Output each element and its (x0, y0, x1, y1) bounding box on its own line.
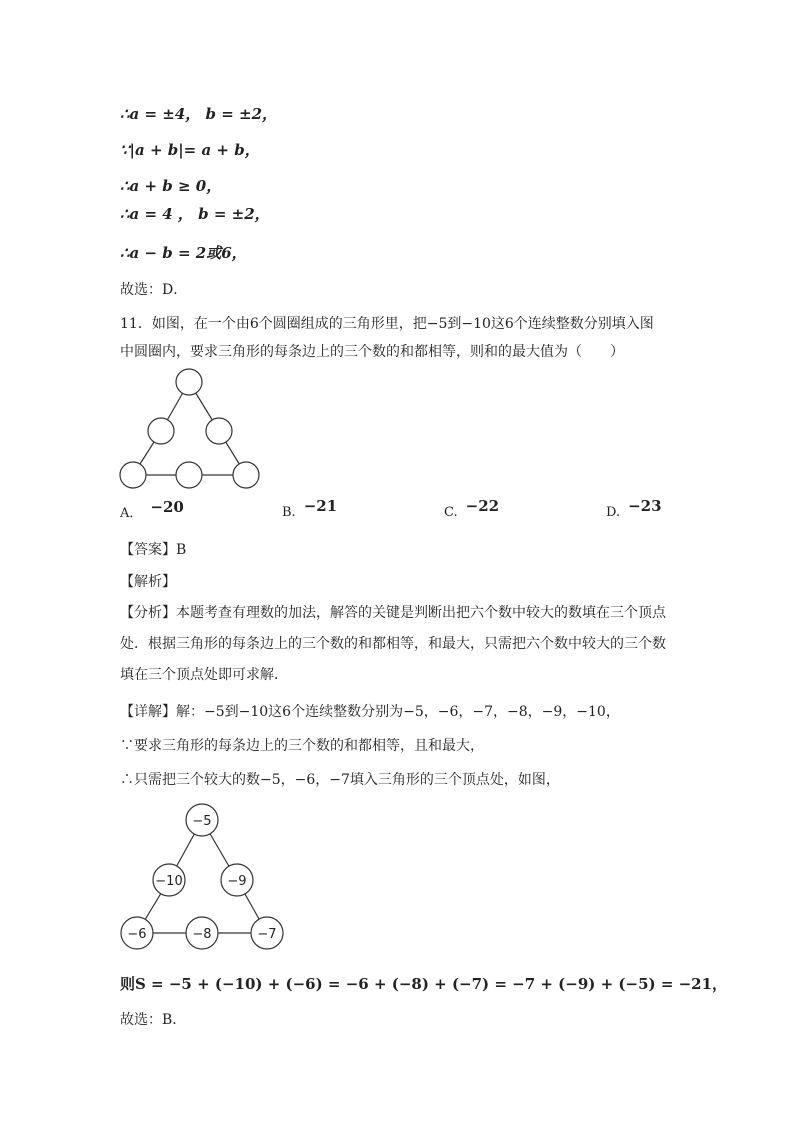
circle-right-mid (206, 418, 232, 444)
filled-triangle-diagram (112, 800, 292, 960)
option-c: C. −22 (444, 497, 500, 520)
analysis-line-2: 处．根据三角形的每条边上的三个数的和都相等，和最大，只需把六个数中较大的三个数 (120, 636, 666, 652)
solution-line-5: ∴a − b = 2或6， (120, 244, 247, 262)
circle-bottom-right (233, 462, 259, 488)
label-bottom-mid: −8 (192, 927, 212, 942)
question-11-line-2: 中圆圈内，要求三角形的每条边上的三个数的和都相等，则和的最大值为（ ） (120, 344, 624, 360)
detail-line-1: 【详解】解：−5到−10这6个连续整数分别为−5，−6，−7，−8，−9，−10， (120, 704, 620, 720)
circle-left-mid (148, 418, 174, 444)
label-top: −5 (192, 814, 212, 829)
analysis-line-3: 填在三个顶点处即可求解． (120, 667, 288, 683)
solution-choice: 故选：D． (120, 282, 188, 298)
question-11-line-1: 11．如图，在一个由6个圆圈组成的三角形里，把−5到−10这6个连续整数分别填入图 (120, 316, 654, 332)
solution-line-1: ∴a = ±4， b = ±2， (120, 105, 278, 123)
solution-line-3: ∴a + b ≥ 0， (120, 177, 222, 195)
circle-bottom-left (120, 462, 146, 488)
empty-triangle-diagram (116, 366, 266, 491)
option-d: D. −23 (606, 497, 662, 520)
equation-line: 则S = −5 + (−10) + (−6) = −6 + (−8) + (−7) = −7 + (−9) + (−5) = −21， (120, 975, 728, 993)
circle-bottom-mid (176, 462, 202, 488)
analysis-heading: 【解析】 (120, 574, 176, 590)
analysis-line-1: 【分析】本题考查有理数的加法，解答的关键是判断出把六个数中较大的数填在三个顶点 (120, 605, 666, 621)
circle-top (176, 369, 202, 395)
label-bottom-right: −7 (257, 927, 277, 942)
option-b: B. −21 (282, 497, 338, 520)
label-left-mid: −10 (155, 874, 183, 889)
detail-line-3: ∴只需把三个较大的数−5，−6，−7填入三角形的三个顶点处，如图， (120, 772, 560, 788)
solution-line-2: ∵|a + b|= a + b， (120, 141, 260, 159)
label-right-mid: −9 (227, 874, 247, 889)
option-a: A． −20 (120, 498, 184, 521)
final-choice: 故选：B． (120, 1012, 187, 1028)
detail-line-2: ∵要求三角形的每条边上的三个数的和都相等，且和最大， (120, 738, 484, 754)
label-bottom-left: −6 (127, 927, 147, 942)
answer-line: 【答案】B (120, 542, 187, 558)
solution-line-4: ∴a = 4 ， b = ±2， (120, 205, 270, 223)
